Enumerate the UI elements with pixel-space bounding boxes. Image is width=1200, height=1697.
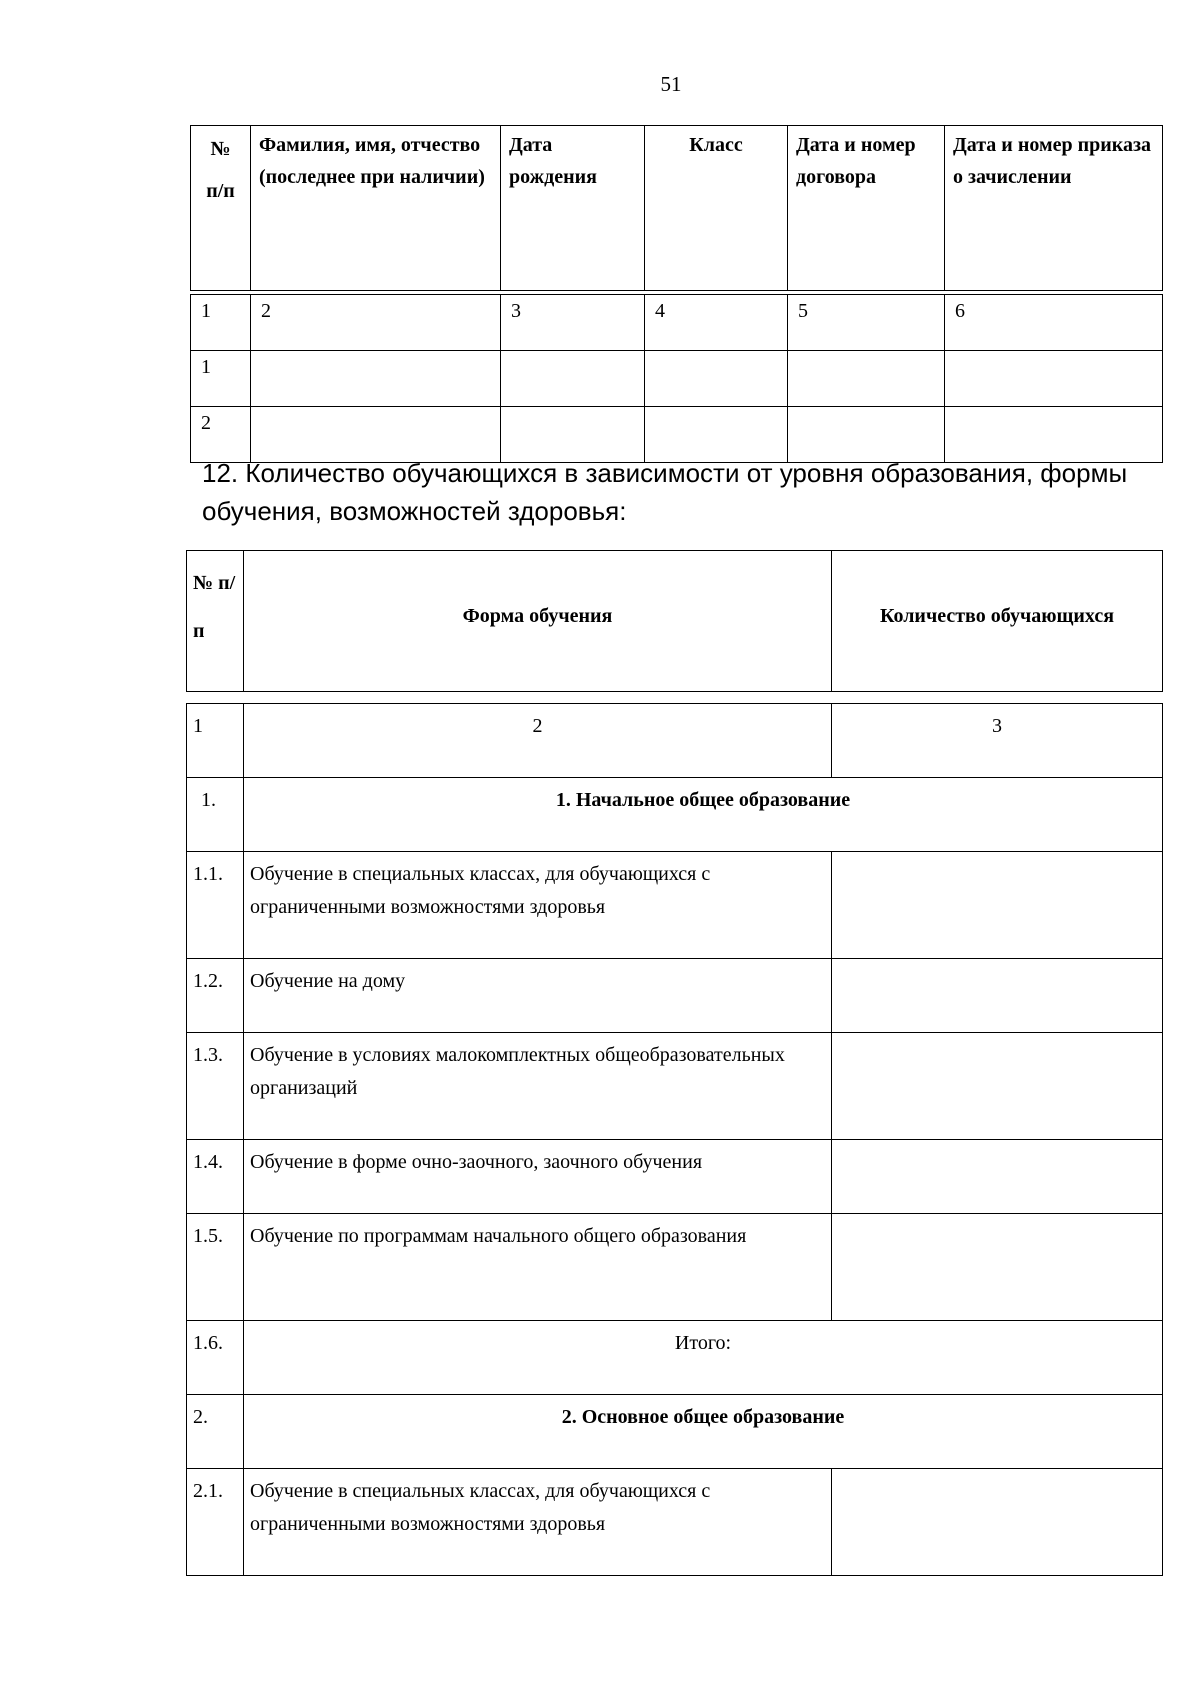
table-row <box>187 1033 1163 1140</box>
forms-body-table <box>186 703 1163 1576</box>
cell: 3 <box>832 704 1163 778</box>
students-body-table <box>190 294 1163 463</box>
header-cell-order: Дата и номер приказа о зачислении <box>945 126 1163 291</box>
row-text: Обучение в форме очно-заочного, заочного обучения <box>244 1140 832 1214</box>
row-text: Обучение по программам начального общего образования <box>244 1214 832 1321</box>
students-header-table <box>190 125 1163 291</box>
row-value <box>832 1214 1163 1321</box>
row-text: Обучение на дому <box>244 959 832 1033</box>
section-title: 1. Начальное общее образование <box>244 778 1163 852</box>
row-number: 1.6. <box>187 1321 244 1395</box>
row-value <box>832 1469 1163 1576</box>
row-number: 1.5. <box>187 1214 244 1321</box>
cell <box>501 351 645 407</box>
table-row <box>187 852 1163 959</box>
row-number: 1.2. <box>187 959 244 1033</box>
row-number: 2.1. <box>187 1469 244 1576</box>
table-row <box>187 1214 1163 1321</box>
row-text: Обучение в условиях малокомплектных общеобразовательных организаций <box>244 1033 832 1140</box>
cell: 2 <box>191 407 251 463</box>
row-number: 1. <box>187 778 244 852</box>
row-number: 1.3. <box>187 1033 244 1140</box>
row-value <box>832 959 1163 1033</box>
row-number: 2. <box>187 1395 244 1469</box>
section-heading: 12. Количество обучающихся в зависимости от уровня образования, формы обучения, возможностей здоровья: <box>202 458 1128 526</box>
total-label: Итого: <box>244 1321 1163 1395</box>
row-value <box>832 1140 1163 1214</box>
row-number: 1.1. <box>187 852 244 959</box>
table-row <box>191 351 1163 407</box>
header-cell-contract: Дата и номер договора <box>788 126 945 291</box>
header-cell-number: № п/п <box>187 551 244 692</box>
table-row <box>191 295 1163 351</box>
page-number: 51 <box>660 72 682 96</box>
table-row <box>187 1321 1163 1395</box>
cell: 3 <box>501 295 645 351</box>
header-cell-form: Форма обучения <box>244 551 832 692</box>
header-cell-number: № п/п <box>191 126 251 291</box>
forms-header-table <box>186 550 1163 692</box>
header-cell-birthdate: Дата рождения <box>501 126 645 291</box>
row-number: 1.4. <box>187 1140 244 1214</box>
table-row <box>187 1140 1163 1214</box>
header-cell-name: Фамилия, имя, отчество (последнее при наличии) <box>251 126 501 291</box>
table-row <box>187 704 1163 778</box>
table-row <box>187 959 1163 1033</box>
table-row <box>187 778 1163 852</box>
row-text: Обучение в специальных классах, для обучающихся с ограниченными возможностями здоровья <box>244 1469 832 1576</box>
cell <box>251 351 501 407</box>
cell: 4 <box>645 295 788 351</box>
cell: 1 <box>191 351 251 407</box>
header-cell-count: Количество обучающихся <box>832 551 1163 692</box>
cell <box>945 351 1163 407</box>
row-value <box>832 1033 1163 1140</box>
table-row <box>187 1395 1163 1469</box>
header-cell-class: Класс <box>645 126 788 291</box>
cell <box>788 351 945 407</box>
cell: 6 <box>945 295 1163 351</box>
cell: 2 <box>244 704 832 778</box>
cell: 1 <box>187 704 244 778</box>
cell: 2 <box>251 295 501 351</box>
row-text: Обучение в специальных классах, для обучающихся с ограниченными возможностями здоровья <box>244 852 832 959</box>
cell: 5 <box>788 295 945 351</box>
table-row <box>187 1469 1163 1576</box>
cell: 1 <box>191 295 251 351</box>
row-value <box>832 852 1163 959</box>
section-title: 2. Основное общее образование <box>244 1395 1163 1469</box>
cell <box>645 351 788 407</box>
